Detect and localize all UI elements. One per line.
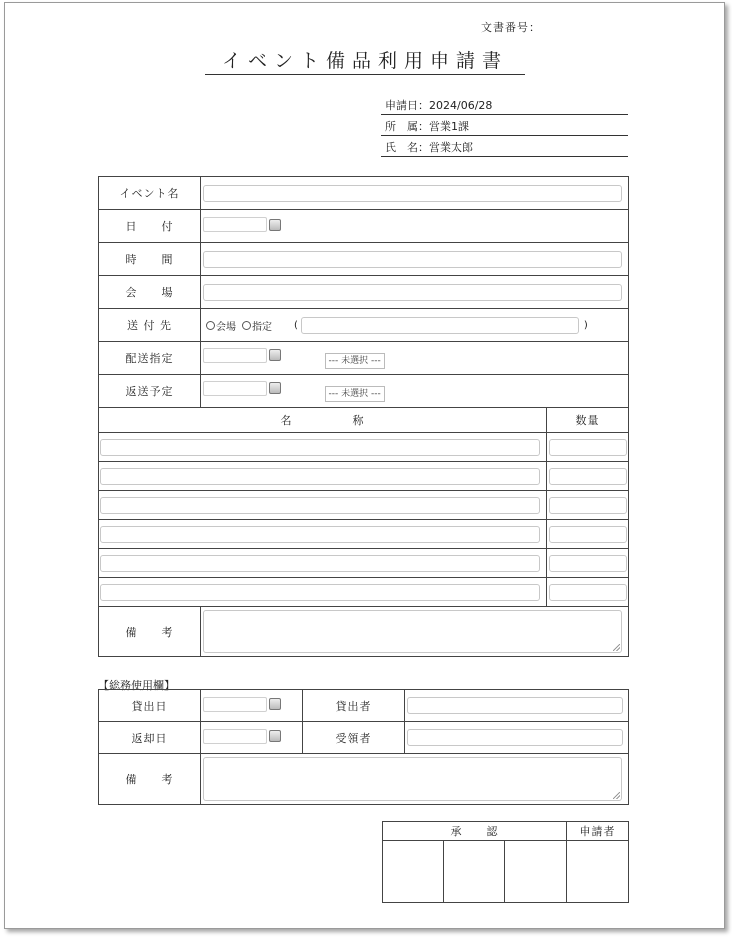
calendar-icon[interactable]: [269, 349, 281, 361]
approval-stamp-cell: [505, 841, 567, 903]
destination-row: [99, 309, 629, 342]
venue-radio-label: 会場: [216, 321, 236, 333]
receiver-label: 受領者: [303, 722, 405, 754]
calendar-icon[interactable]: [269, 730, 281, 742]
calendar-icon[interactable]: [269, 219, 281, 231]
return-date-label: 返送予定: [99, 375, 201, 408]
venue-input[interactable]: [203, 284, 622, 301]
resize-grip-icon[interactable]: [613, 792, 620, 799]
calendar-icon[interactable]: [269, 382, 281, 394]
return-receipt-row: [99, 722, 629, 754]
admin-remarks-label: 備 考: [99, 754, 201, 805]
item-quantity-input[interactable]: [549, 497, 627, 514]
lend-date-label: 貸出日: [99, 690, 201, 722]
paren-open: (: [294, 319, 298, 331]
page-title: イベント備品利用申請書: [205, 50, 525, 75]
time-row: [99, 243, 629, 276]
admin-remarks-row: [99, 754, 629, 805]
item-row: [99, 491, 629, 520]
return-day-picker[interactable]: [203, 729, 281, 744]
approval-stamp-cell: [383, 841, 444, 903]
application-form-table: [98, 176, 629, 657]
item-quantity-input[interactable]: [549, 555, 627, 572]
specify-radio[interactable]: [242, 321, 251, 330]
quantity-header: 数量: [547, 408, 629, 433]
admin-remarks-textarea[interactable]: [203, 757, 622, 801]
date-row: [99, 210, 629, 243]
item-name-input[interactable]: [100, 555, 540, 572]
receiver-input[interactable]: [407, 729, 623, 746]
item-quantity-input[interactable]: [549, 468, 627, 485]
remarks-label: 備 考: [99, 607, 201, 657]
delivery-date-picker[interactable]: [203, 348, 281, 363]
department: 所 属：営業1課: [381, 118, 628, 136]
item-row: [99, 520, 629, 549]
destination-input[interactable]: [301, 317, 579, 334]
event-name-row: [99, 177, 629, 210]
remarks-row: [99, 607, 629, 657]
return-date-input[interactable]: [203, 381, 267, 396]
venue-row: [99, 276, 629, 309]
admin-section-label: 【総務使用欄】: [98, 679, 175, 692]
item-name-input[interactable]: [100, 468, 540, 485]
specify-radio-label: 指定: [252, 321, 272, 333]
item-name-input[interactable]: [100, 526, 540, 543]
date-picker[interactable]: [203, 217, 281, 232]
delivery-date-input[interactable]: [203, 348, 267, 363]
lend-date-input[interactable]: [203, 697, 267, 712]
return-day-label: 返却日: [99, 722, 201, 754]
event-name-label: イベント名: [99, 177, 201, 210]
applicant-header: 申請者: [567, 822, 629, 841]
destination-label: 送 付 先: [99, 309, 201, 342]
document-number-label: 文書番号：: [481, 21, 541, 34]
date-label: 日 付: [99, 210, 201, 243]
applicant-name: 氏 名：営業太郎: [381, 139, 628, 157]
apply-date: 申請日：2024/06/28: [381, 97, 628, 115]
item-quantity-input[interactable]: [549, 439, 627, 456]
lender-input[interactable]: [407, 697, 623, 714]
item-quantity-input[interactable]: [549, 584, 627, 601]
lend-date-picker[interactable]: [203, 697, 281, 712]
lend-row: [99, 690, 629, 722]
return-date-picker[interactable]: [203, 381, 281, 396]
return-day-input[interactable]: [203, 729, 267, 744]
venue-label: 会 場: [99, 276, 201, 309]
calendar-icon[interactable]: [269, 698, 281, 710]
item-row: [99, 462, 629, 491]
item-name-header: 名 称: [99, 408, 547, 433]
item-name-input[interactable]: [100, 584, 540, 601]
paren-close: ): [583, 319, 588, 331]
admin-table: [98, 689, 629, 805]
delivery-row: [99, 342, 629, 375]
items-header-row: [99, 408, 629, 433]
approval-table: [382, 821, 629, 903]
item-name-input[interactable]: [100, 439, 540, 456]
item-row: [99, 433, 629, 462]
remarks-textarea[interactable]: [203, 610, 622, 653]
return-row: [99, 375, 629, 408]
time-input[interactable]: [203, 251, 622, 268]
applicant-stamp-cell: [567, 841, 629, 903]
resize-grip-icon[interactable]: [613, 644, 620, 651]
approval-header: 承 認: [383, 822, 567, 841]
item-row: [99, 549, 629, 578]
approval-stamp-cell: [444, 841, 505, 903]
time-label: 時 間: [99, 243, 201, 276]
date-input[interactable]: [203, 217, 267, 232]
delivery-time-select[interactable]: --- 未選択 ---: [325, 353, 385, 369]
venue-radio[interactable]: [206, 321, 215, 330]
delivery-date-label: 配送指定: [99, 342, 201, 375]
item-row: [99, 578, 629, 607]
return-time-select[interactable]: --- 未選択 ---: [325, 386, 385, 402]
lender-label: 貸出者: [303, 690, 405, 722]
event-name-input[interactable]: [203, 185, 622, 202]
item-name-input[interactable]: [100, 497, 540, 514]
item-quantity-input[interactable]: [549, 526, 627, 543]
